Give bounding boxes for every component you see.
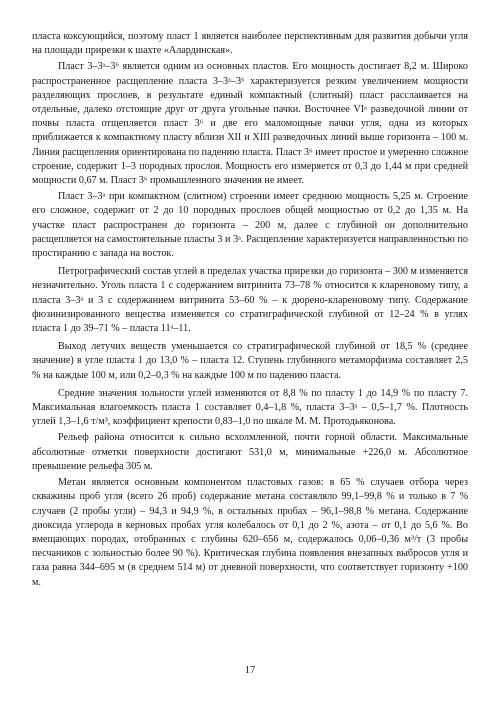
paragraph-ash-content: Средние значения зольности углей изменяются от 8,8 % по пласту 1 до 14,9 % по пласту 7. Максимальная влагоемкость пласта 1 составляет 0,4–1,8 %, пласта 3–3ᵃ – 0,5–1,7 %. Плотность углей 1,3–1,6 т/м³, коэффициент крепости 0,83–1,0 по шкале М. М. Протодьяконова. bbox=[32, 387, 468, 428]
paragraph-relief: Рельеф района относится к сильно всхолмленной, почти горной области. Максимальные абсолютные отметки поверхности достигают 531,0 м, минимальные +226,0 м. Абсолютное превышение рельефа 305 м. bbox=[32, 432, 468, 472]
paragraph-methane: Метан является основным компонентом пластовых газов: в 65 % случаев отбора через скважины проб угля (всего 26 проб) содержание метана составляло 99,1–99,8 % и только в 7 % случаев (2 пробы угля) – 94,3 и 94,9 %, в остальных пробах – 96,1–98,8 % метана. Содержание диоксида углерода в керновых пробах угля колебалось от 0,1 до 2 %, азота – от 0,1 до 5,6 %. Во вмещающих породах, отобранных с глубины 620–656 м, содержалось 0,06–0,36 м³/т (3 пробы песчаников с зольностью более 90 %). Критическая глубина появления внезапных выбросов угля и газа равна 344–695 м (в среднем 514 м) от дневной поверхности, что соответствует горизонту +100 м. bbox=[32, 477, 468, 588]
paragraph-petrography: Петрографический состав углей в пределах участка прирезки до горизонта – 300 м изменяется незначительно. Уголь пласта 1 с содержанием витринита 73–78 % относится к клареновому типу, а пласта 3–3ᵃ и 3 с содержанием витринита 53–60 % – к дюрено-клареновому типу. Содержание фюзинизированного вещества изменяется со стратиграфической глубиной от 12–24 % в углях пласта 1 до 39–71 % – пласта 11ᵃ–11. bbox=[32, 266, 468, 335]
paragraph-continuation: пласта коксующийся, поэтому пласт 1 является наиболее перспективным для развития добычи угля на площади прирезки к шахте «Алардинская». bbox=[32, 31, 468, 57]
body-text bbox=[32, 30, 468, 592]
paragraph-volatiles: Выход летучих веществ уменьшается со стратиграфической глубиной от 18,5 % (среднее значение) в угле пласта 1 до 13,0 % – пласта 12. Ступень глубинного метаморфизма составляет 2,5 % на каждые 100 м, или 0,2–0,3 % на каждые 100 м по падению пласта. bbox=[32, 341, 468, 381]
paragraph-seam-3-compact: Пласт 3–3ᵃ при компактном (слитном) строении имеет среднюю мощность 5,25 м. Строение его сложное, содержит от 2 до 10 породных прослоев общей мощностью от 0,2 до 1,35 м. На участке пласт распространен до горизонта – 200 м, далее с глубиной он дополнительно расщепляется на самостоятельные пласты 3 и 3ᵃ. Расщепление характеризуется направленностью по простиранию с запада на восток. bbox=[32, 191, 468, 260]
paragraph-seam-3: Пласт 3–3ᵃ–3⁶ является одним из основных пластов. Его мощность достигает 8,2 м. Широко распространенное расщепление пласта 3–3ᵃ–3⁶ характеризуется резким увеличением мощности разделяющих прослоев, в результате единый компактный (слитный) пласт расслаивается на отдельные, далеко отстоящие друг от друга угольные пачки. Восточнее VIᵃ разведочной линии от почвы пласта отщепляется пласт 3⁶ и две его маломощные пачки угля, одна из которых приближается к компактному пласту вблизи XII и XIII разведочных линий выше горизонта – 100 м. Линия расщепления ориентирована по падению пласта. Пласт 3⁶ имеет простое и умеренно сложное строение, содержит 1–3 породных прослоя. Мощность его измеряется от 0,3 до 1,44 м при средней мощности 0,67 м. Пласт 3⁶ промышленного значения не имеет. bbox=[32, 61, 468, 187]
page-number: 17 bbox=[244, 665, 256, 676]
